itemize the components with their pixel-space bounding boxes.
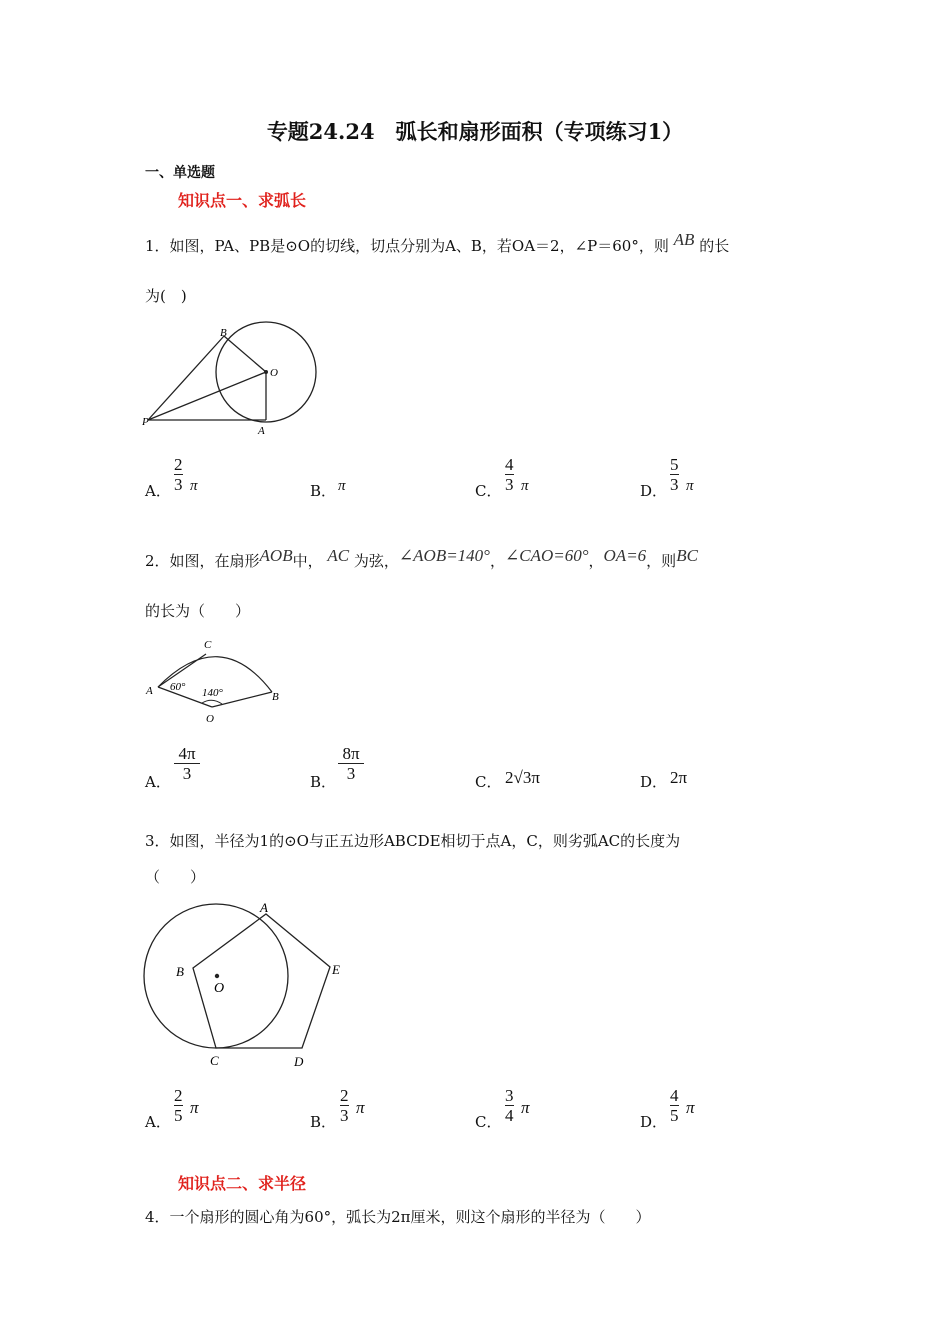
q4-text: 4．一个扇形的圆心角为60°，弧长为2π厘米，则这个扇形的半径为（ ） (145, 1208, 651, 1226)
q1-option-a-label: A． (145, 482, 171, 500)
q2-option-c-label: C． (475, 773, 502, 791)
q2-option-d-value: 2π (670, 768, 688, 787)
knowledge-point-2: 知识点二、求半径 (178, 1174, 307, 1193)
q3-figure (138, 898, 358, 1073)
q1-option-c-den: 3 (505, 475, 514, 494)
q3-option-d-den: 5 (670, 1106, 679, 1125)
q3-option-d-pi: π (686, 1098, 695, 1117)
q3-option-b-fraction (340, 1087, 349, 1125)
q2-then: ，则 (646, 552, 677, 570)
q3-option-c-label: C． (475, 1113, 502, 1131)
q2-angle-aob: ∠AOB=140° (398, 546, 490, 565)
q1-line2: 为( ) (145, 287, 187, 305)
q3-option-b-den: 3 (340, 1106, 349, 1125)
q2-figure (140, 632, 300, 727)
q2-angle-mark (202, 700, 222, 704)
q2-label-o: O (206, 713, 214, 725)
q3-option-c-pi: π (521, 1098, 530, 1117)
q1-label-p: P (142, 416, 149, 428)
q1-option-a-pi: π (190, 478, 198, 494)
q3-option-c-den: 4 (505, 1106, 514, 1125)
q2-option-b-den: 3 (338, 763, 364, 783)
q2-chord: AC (327, 546, 350, 565)
q2-chord-tail: 为弦， (353, 552, 399, 570)
q3-option-c-num: 3 (505, 1086, 514, 1105)
q3-option-d-fraction (670, 1087, 679, 1125)
q3-label-e: E (332, 962, 340, 977)
q2-option-a-num: 4π (178, 744, 196, 763)
q1-option-c-pi: π (521, 478, 529, 494)
q1-option-c-num: 4 (505, 455, 514, 474)
q2-option-b-label: B． (310, 773, 337, 791)
q1-figure (140, 318, 330, 438)
q2-angle-cao: ∠CAO=60° (505, 546, 589, 565)
q2-oa: OA=6 (603, 546, 647, 565)
q2-line2: 的长为（ ） (145, 602, 251, 620)
q1-arc-label: AB (673, 230, 695, 249)
section-heading: 一、单选题 (145, 165, 215, 181)
q3-option-a-fraction (174, 1087, 183, 1125)
q3-text: 3．如图，半径为1的⊙O与正五边形ABCDE相切于点A，C，则劣弧AC的长度为 (145, 832, 681, 850)
q3-label-c: C (210, 1053, 219, 1068)
q2-arc: BC (676, 546, 698, 565)
q1-option-c-label: C． (475, 482, 502, 500)
page-title: 专题24.24 弧长和扇形面积（专项练习1） (266, 119, 684, 144)
q1-label-a: A (258, 425, 265, 437)
q1-stem: 1．如图，PA、PB是⊙O的切线，切点分别为A、B，若OA＝2，∠P＝60°，则 (145, 237, 669, 255)
q3-line2: （ ） (145, 868, 206, 886)
q2-option-a-fraction (174, 745, 200, 783)
q2-option-a-den: 3 (174, 763, 200, 783)
q1-tail: 的长 (699, 237, 730, 255)
q2-text: 2．如图，在扇形AOB中， AC 为弦，∠AOB=140°，∠CAO=60°，OA=6，则BC (145, 546, 698, 570)
q2-label-b: B (272, 691, 279, 703)
q3-label-a: A (260, 900, 268, 915)
knowledge-point-1: 知识点一、求弧长 (178, 191, 307, 210)
q1-option-d-label: D． (640, 482, 668, 500)
q3-label-o: O (214, 981, 225, 996)
q2-option-b-num: 8π (342, 744, 360, 763)
q3-option-a-den: 5 (174, 1106, 183, 1125)
q1-radius-ob (224, 336, 266, 372)
q2-label-60: 60° (170, 681, 186, 693)
q1-label-o: O (270, 367, 278, 379)
q3-option-d-num: 4 (670, 1086, 679, 1105)
q2-label-a: A (146, 685, 153, 697)
q1-option-d-den: 3 (670, 475, 679, 494)
q1-segment-po (148, 372, 266, 420)
q3-option-b-label: B． (310, 1113, 337, 1131)
q1-label-b: B (220, 327, 227, 339)
q1-option-a-fraction (174, 456, 183, 494)
q1-option-a-num: 2 (174, 455, 183, 474)
q1-tangent-pb (148, 336, 224, 420)
q3-option-a-label: A． (145, 1113, 171, 1131)
q2-option-a-label: A． (145, 773, 171, 791)
q3-option-c-fraction (505, 1087, 514, 1125)
q1-center-dot (264, 370, 268, 374)
q3-center-dot (215, 974, 219, 978)
q2-option-b-fraction (338, 745, 364, 783)
q2-sector: AOB (259, 546, 293, 565)
q3-option-a-num: 2 (174, 1086, 183, 1105)
q1-option-a-den: 3 (174, 475, 183, 494)
q1-option-d-num: 5 (670, 455, 679, 474)
q1-option-c-fraction (505, 456, 514, 494)
q1-option-d-fraction (670, 456, 679, 494)
q3-label-d: D (294, 1054, 304, 1069)
q1-option-d-pi: π (686, 478, 694, 494)
q2-option-c-value: 2√3π (505, 768, 540, 787)
q2-mid: 中， (292, 552, 323, 570)
q3-option-b-pi: π (356, 1098, 365, 1117)
q1-option-b-label: B． (310, 482, 337, 500)
q3-option-d-label: D． (640, 1113, 668, 1131)
q1-text (145, 230, 730, 256)
q3-label-b: B (176, 964, 184, 979)
q2-label-140: 140° (202, 687, 223, 699)
q2-option-d-label: D． (640, 773, 668, 791)
q2-label-c: C (204, 639, 212, 651)
q3-option-b-num: 2 (340, 1086, 349, 1105)
q1-option-b-value: π (338, 478, 346, 494)
q2-prefix: 2．如图，在扇形 (145, 552, 260, 570)
q3-option-a-pi: π (190, 1098, 199, 1117)
